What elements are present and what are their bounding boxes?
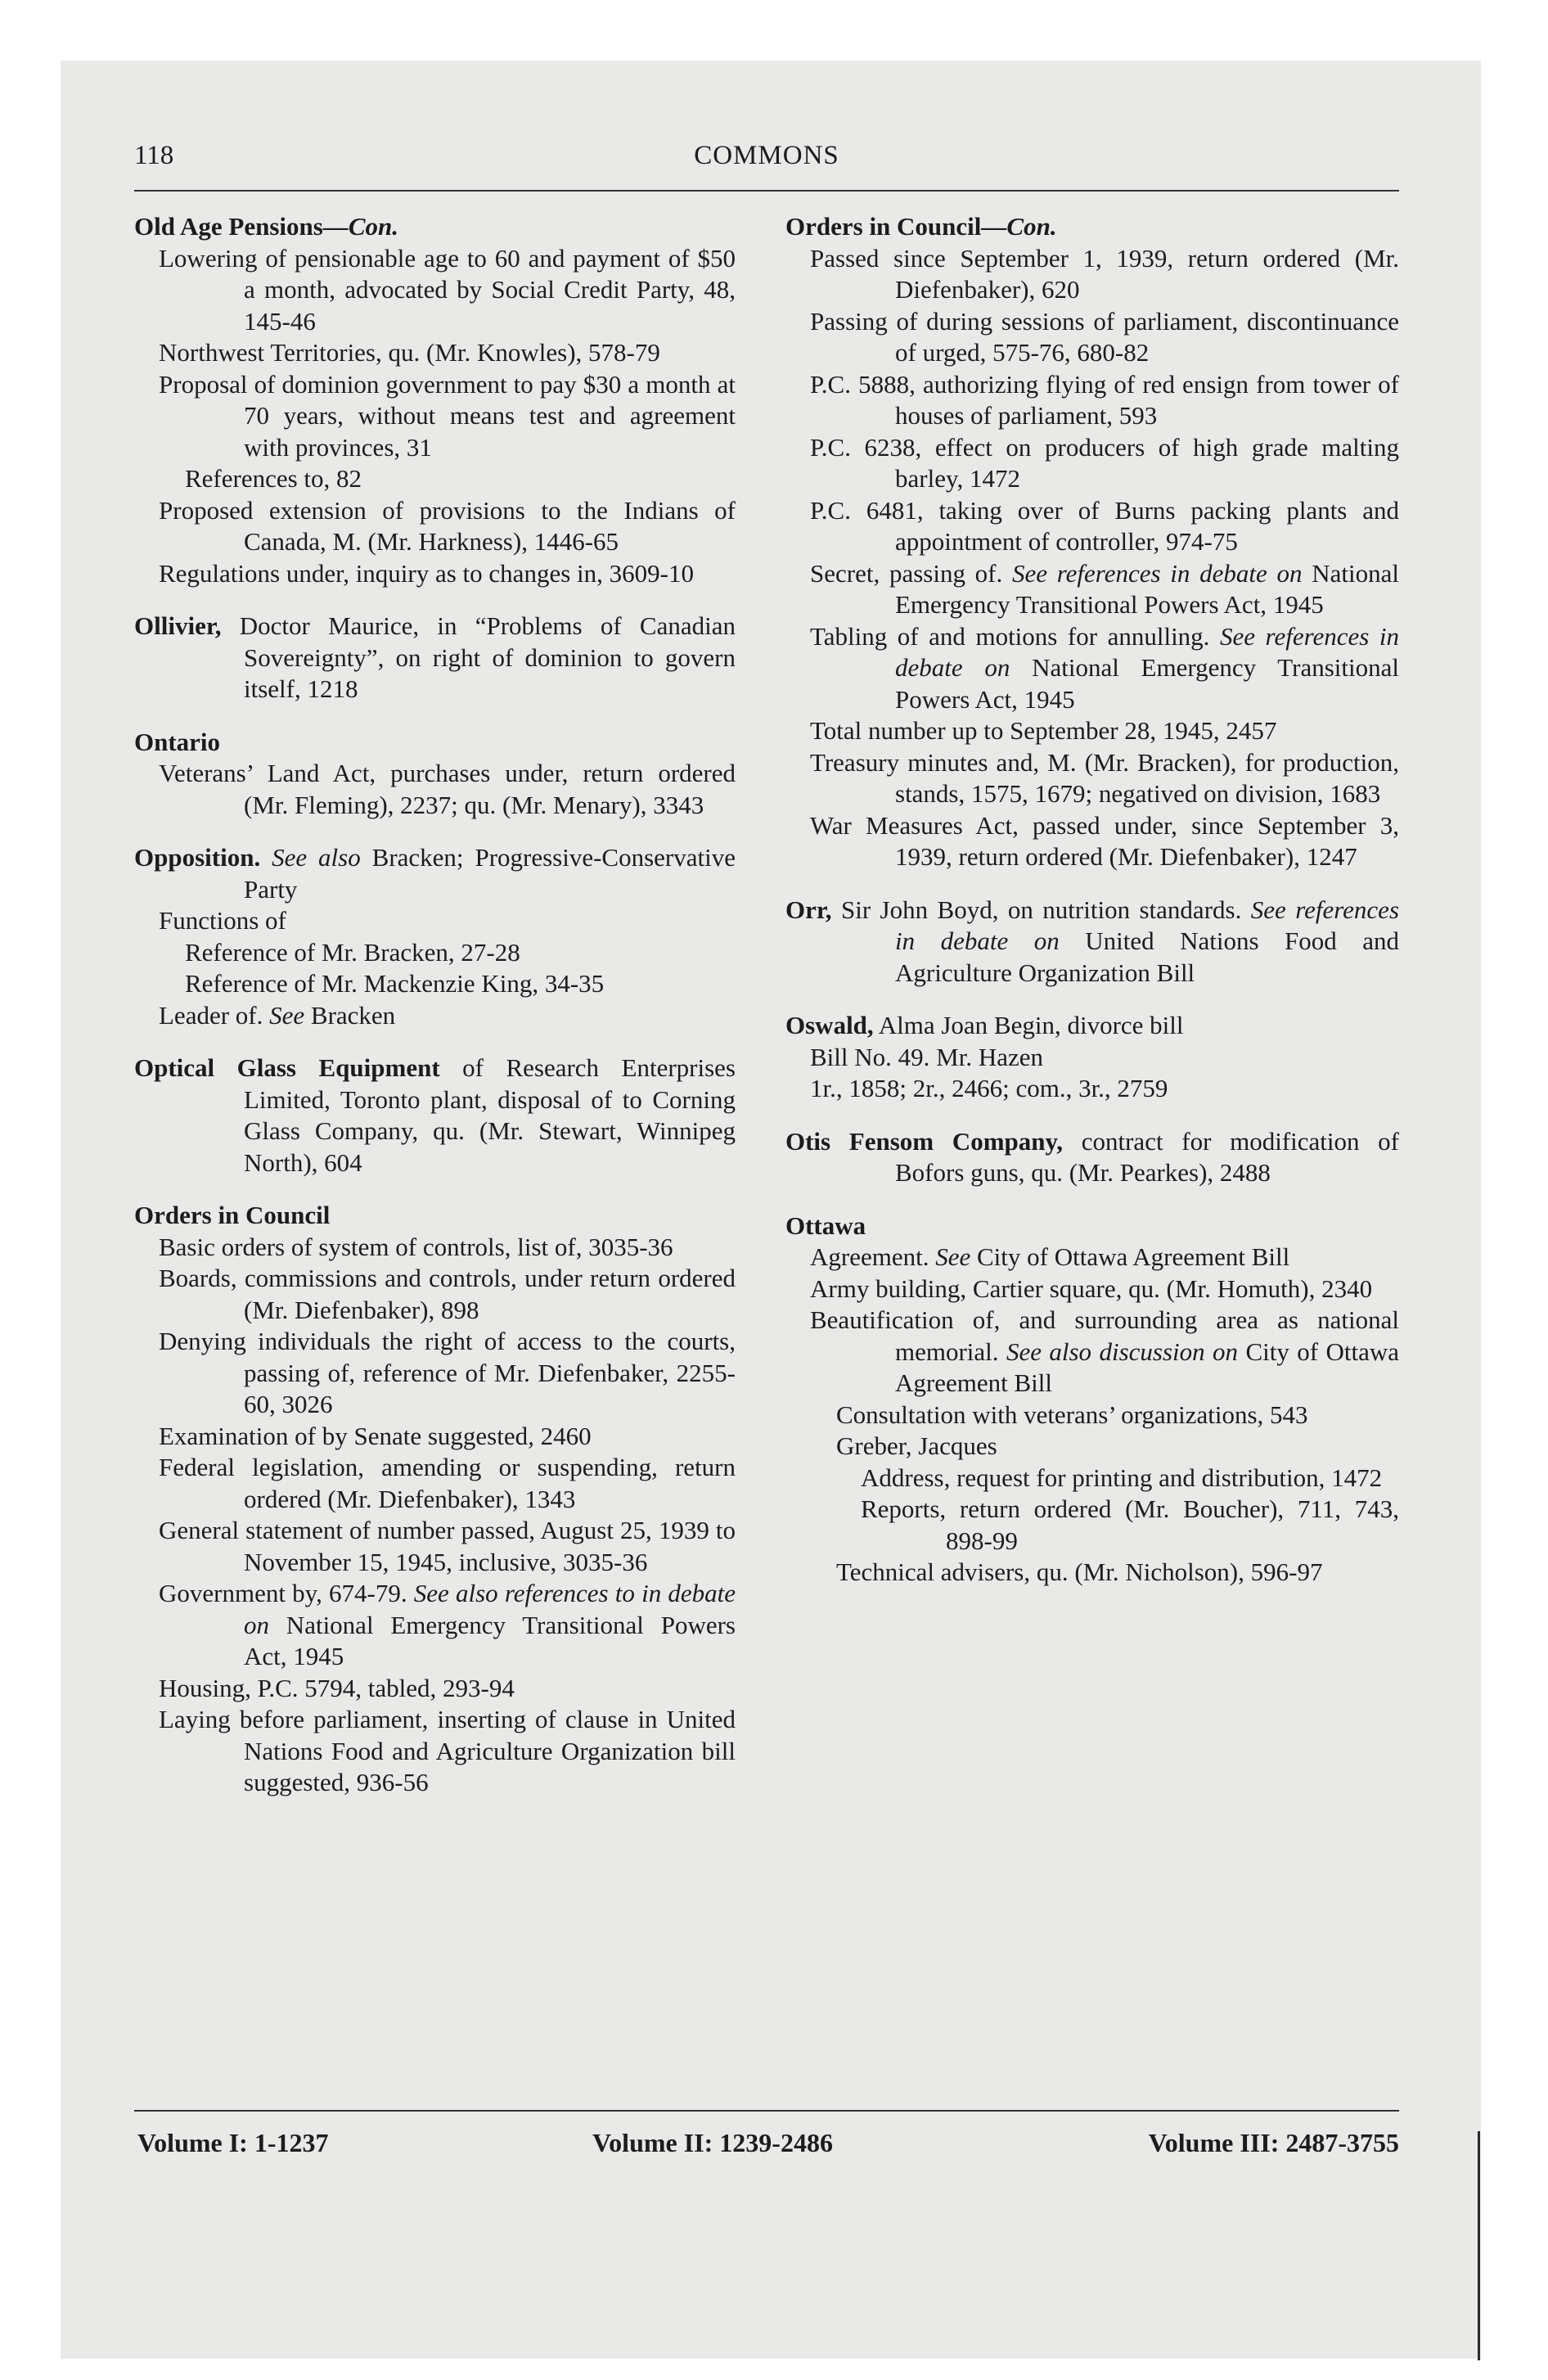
- subentry: Reports, return ordered (Mr. Boucher), 711, 743, 898-99: [861, 1494, 1399, 1555]
- entry-ontario: [134, 727, 736, 822]
- entry-old-age-pensions: [134, 211, 736, 589]
- entry-ollivier: [134, 611, 736, 705]
- page-header: [134, 141, 1399, 182]
- subentry: P.C. 6481, taking over of Burns packing plants and appointment of controller, 974-75: [810, 495, 1399, 556]
- subentry: Beautification of, and surrounding area as national memorial. See also discussion on City of Ottawa Agreement Bill: [810, 1305, 1400, 1397]
- subentry: Passed since September 1, 1939, return ordered (Mr. Diefenbaker), 620: [810, 243, 1399, 304]
- headword: Optical Glass Equipment: [134, 1053, 440, 1082]
- subentry: General statement of number passed, August 25, 1939 to November 15, 1945, inclusive, 3035-36: [159, 1516, 736, 1576]
- subentry: Laying before parliament, inserting of clause in United Nations Food and Agriculture Organization bill suggested, 936-56: [159, 1705, 736, 1796]
- volume-3-range: Volume III: 2487-3755: [1148, 2128, 1399, 2157]
- entry-orr: [785, 895, 1399, 989]
- subentry: Basic orders of system of controls, list of, 3035-36: [159, 1232, 673, 1261]
- scan-edge-mark: [1478, 2131, 1480, 2360]
- see-reference: See: [269, 1000, 305, 1030]
- see-reference: See references in debate on: [895, 621, 1399, 682]
- headword: Orr,: [785, 895, 832, 924]
- continued-label: —Con.: [981, 212, 1057, 241]
- header-rule: [134, 190, 1399, 192]
- subentry: Functions of: [159, 906, 286, 935]
- subentry: Examination of by Senate suggested, 2460: [159, 1421, 592, 1450]
- subentry: Greber, Jacques: [836, 1431, 997, 1460]
- headword: Orders in Council: [134, 1201, 331, 1229]
- subentry: Technical advisers, qu. (Mr. Nicholson), 596-97: [836, 1557, 1323, 1586]
- headword: Opposition.: [134, 843, 261, 872]
- entry-orders-in-council: [134, 1200, 736, 1799]
- subentry: Tabling of and motions for annulling. See references in debate on National Emergency Transitional Powers Act, 1945: [810, 621, 1399, 714]
- subentry: P.C. 5888, authorizing flying of red ensign from tower of houses of parliament, 593: [810, 369, 1399, 430]
- entry-heading: [134, 842, 736, 905]
- continued-label: —Con.: [322, 212, 398, 241]
- volume-2-range: Volume II: 1239-2486: [592, 2128, 833, 2157]
- entry-optical-glass: [134, 1053, 736, 1179]
- subentry: Boards, commissions and controls, under return ordered (Mr. Diefenbaker), 898: [159, 1264, 736, 1324]
- see-reference: See also: [272, 843, 361, 872]
- entry-oswald: [785, 1010, 1399, 1105]
- entry-heading: [134, 211, 736, 243]
- entry-heading: [134, 1053, 736, 1179]
- subentry: Northwest Territories, qu. (Mr. Knowles), 578-79: [159, 338, 660, 367]
- headword: Old Age Pensions: [134, 212, 323, 241]
- subentry: Denying individuals the right of access to the courts, passing of, reference of Mr. Diefenbaker, 2255-60, 3026: [159, 1327, 736, 1418]
- right-column: [785, 211, 1399, 1589]
- subentry: Bill No. 49. Mr. Hazen: [810, 1042, 1043, 1071]
- subentry: Passing of during sessions of parliament, discontinuance of urged, 575-76, 680-82: [810, 306, 1399, 367]
- headword: Otis Fensom Company,: [785, 1126, 1064, 1156]
- subentry: War Measures Act, passed under, since September 3, 1939, return ordered (Mr. Diefenbaker), 1247: [810, 810, 1399, 871]
- headword: Ollivier,: [134, 611, 222, 640]
- subentry: Army building, Cartier square, qu. (Mr. Homuth), 2340: [810, 1273, 1373, 1303]
- subentry: Secret, passing of. See references in debate on National Emergency Transitional Powers Act, 1945: [810, 558, 1399, 619]
- entry-text: Doctor Maurice, in “Problems of Canadian Sovereignty”, on right of dominion to govern itself, 1218: [221, 611, 736, 703]
- entry-ottawa: [785, 1210, 1399, 1589]
- see-reference: See also references to in debate on: [244, 1579, 736, 1639]
- headword: Orders in Council: [785, 212, 982, 241]
- entry-heading: Orr, Sir John Boyd, on nutrition standards. See references in debate on United Nations Food and Agriculture Organization Bill: [785, 895, 1400, 987]
- subentry: Lowering of pensionable age to 60 and payment of $50 a month, advocated by Social Credit Party, 48, 145-46: [159, 243, 736, 336]
- see-reference: See references in debate on: [895, 895, 1400, 955]
- subentry: Agreement. See City of Ottawa Agreement Bill: [810, 1242, 1290, 1271]
- subentry: Veterans’ Land Act, purchases under, return ordered (Mr. Fleming), 2237; qu. (Mr. Menary), 3343: [159, 759, 736, 819]
- subentry: Treasury minutes and, M. (Mr. Bracken), for production, stands, 1575, 1679; negatived on division, 1683: [810, 747, 1399, 808]
- entry-heading: [785, 211, 1399, 243]
- see-reference: See references in debate on: [1012, 558, 1303, 588]
- subentry: Housing, P.C. 5794, tabled, 293-94: [159, 1673, 515, 1702]
- subentry: Address, request for printing and distribution, 1472: [861, 1463, 1383, 1492]
- subentry: P.C. 6238, effect on producers of high grade malting barley, 1472: [810, 432, 1399, 493]
- page-number: 118: [134, 141, 174, 170]
- entry-heading: Oswald, Alma Joan Begin, divorce bill: [785, 1011, 1184, 1039]
- subentry: 1r., 1858; 2r., 2466; com., 3r., 2759: [810, 1074, 1168, 1102]
- subentry: Reference of Mr. Bracken, 27-28: [185, 937, 520, 967]
- subentry: Federal legislation, amending or suspending, return ordered (Mr. Diefenbaker), 1343: [159, 1453, 736, 1513]
- see-reference: See: [935, 1242, 971, 1271]
- subentry: Government by, 674-79. See also references to in debate on National Emergency Transitional Powers Act, 1945: [159, 1579, 736, 1670]
- subentry: References to, 82: [185, 464, 362, 493]
- left-column: [134, 211, 736, 1820]
- subentry: Total number up to September 28, 1945, 2457: [810, 716, 1277, 745]
- subentry: Regulations under, inquiry as to changes in, 3609-10: [159, 558, 694, 588]
- entry-text: Bracken; Progressive-Conservative Party: [244, 843, 736, 904]
- entry-heading: [134, 611, 736, 705]
- volume-footer: [134, 2128, 1399, 2169]
- running-head: COMMONS: [694, 141, 839, 170]
- subentry: Proposal of dominion government to pay $30 a month at 70 years, without means test and agreement with provinces, 31: [159, 369, 736, 462]
- footer-rule: [134, 2110, 1399, 2112]
- entry-text: of Research Enterprises Limited, Toronto plant, disposal of to Corning Glass Company, qu. (Mr. Stewart, Winnipeg North), 604: [244, 1053, 736, 1177]
- entry-otis-fensom: [785, 1126, 1399, 1189]
- entry-orders-in-council-continued: [785, 211, 1399, 873]
- subentry: Leader of. See Bracken: [159, 1000, 396, 1030]
- volume-1-range: Volume I: 1-1237: [137, 2128, 329, 2157]
- entry-opposition: [134, 842, 736, 1031]
- headword: Ottawa: [785, 1210, 866, 1240]
- subentry: Reference of Mr. Mackenzie King, 34-35: [185, 969, 605, 998]
- subentry: Proposed extension of provisions to the Indians of Canada, M. (Mr. Harkness), 1446-65: [159, 495, 736, 556]
- see-reference: See also discussion on: [1006, 1336, 1239, 1366]
- headword: Oswald,: [785, 1011, 874, 1039]
- subentry: Consultation with veterans’ organizations, 543: [836, 1400, 1308, 1429]
- entry-heading: Otis Fensom Company, contract for modification of Bofors guns, qu. (Mr. Pearkes), 2488: [785, 1126, 1399, 1187]
- headword: Ontario: [134, 727, 221, 756]
